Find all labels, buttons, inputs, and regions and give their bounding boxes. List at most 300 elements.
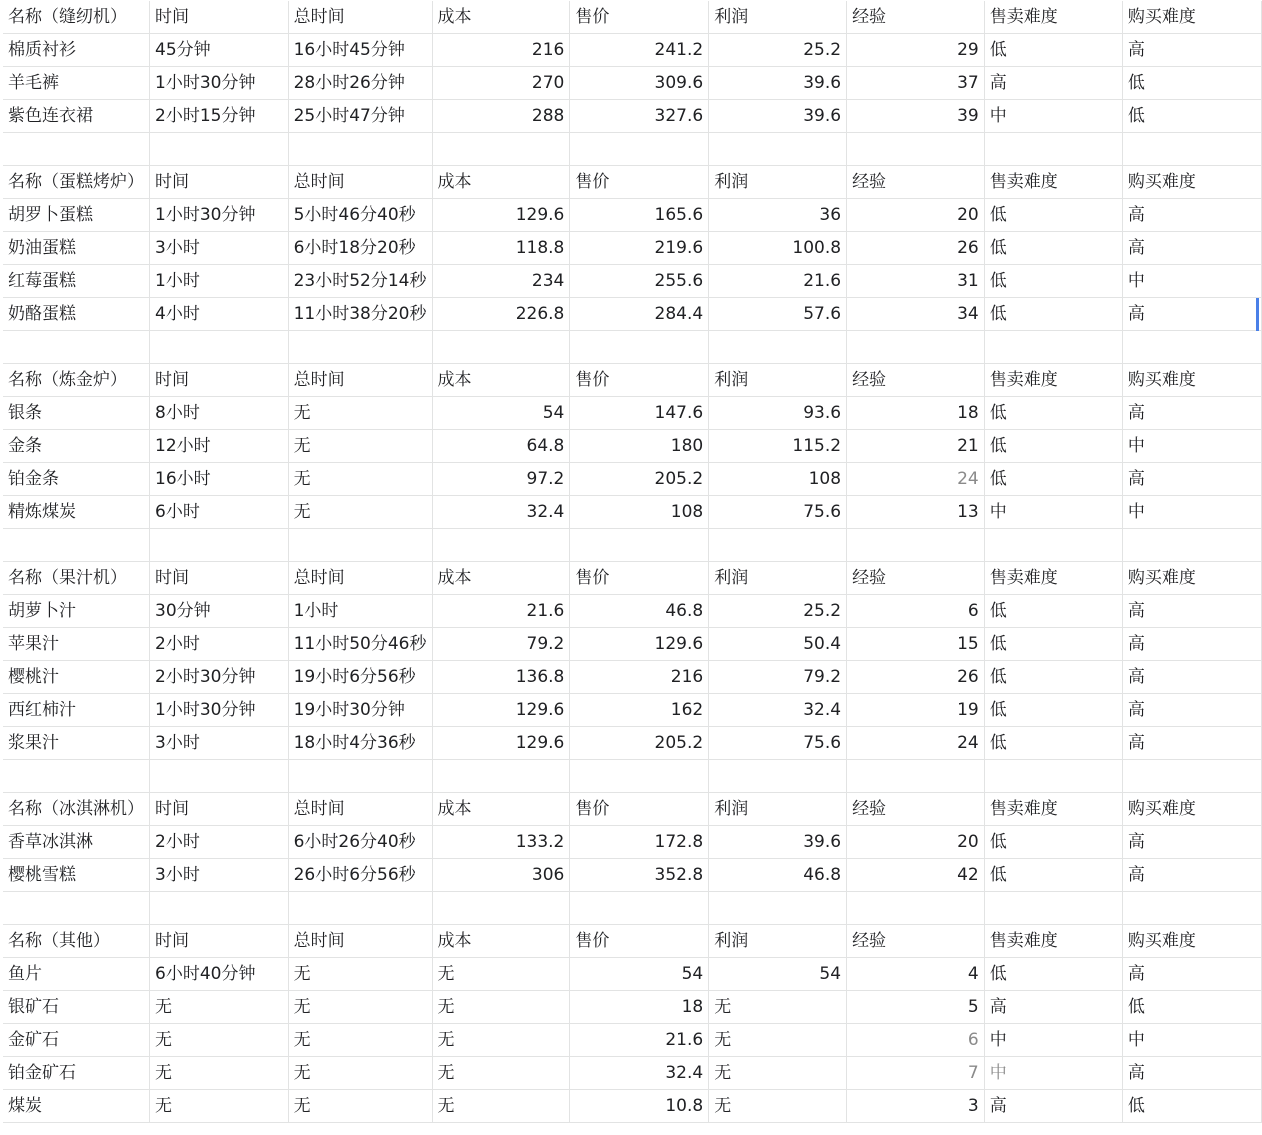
header-cell-profit[interactable]: 利润 [709,364,847,397]
header-cell-price[interactable]: 售价 [570,925,709,958]
empty-cell[interactable] [1122,331,1261,364]
header-cell-exp[interactable]: 经验 [847,364,985,397]
cell-total-time[interactable]: 5小时46分40秒 [288,199,432,232]
cell-name[interactable]: 银条 [3,397,150,430]
cell-price[interactable]: 18 [570,991,709,1024]
header-cell-profit[interactable]: 利润 [709,562,847,595]
cell-price[interactable]: 352.8 [570,859,709,892]
cell-profit[interactable]: 39.6 [709,100,847,133]
cell-time[interactable]: 无 [150,1024,289,1057]
cell-sell-difficulty[interactable]: 中 [984,100,1122,133]
empty-cell[interactable] [150,331,289,364]
cell-time[interactable]: 无 [150,991,289,1024]
cell-exp[interactable]: 39 [847,100,985,133]
cell-price[interactable]: 309.6 [570,67,709,100]
header-cell-cost[interactable]: 成本 [432,562,570,595]
cell-profit[interactable]: 无 [709,991,847,1024]
cell-sell-difficulty[interactable]: 低 [984,661,1122,694]
cell-cost[interactable]: 32.4 [432,496,570,529]
cell-name[interactable]: 西红柿汁 [3,694,150,727]
cell-total-time[interactable]: 无 [288,958,432,991]
cell-exp[interactable]: 34 [847,298,985,331]
header-cell-time[interactable]: 时间 [150,166,289,199]
cell-buy-difficulty[interactable]: 中 [1122,496,1261,529]
cell-cost[interactable]: 129.6 [432,727,570,760]
cell-time[interactable]: 2小时 [150,826,289,859]
cell-buy-difficulty[interactable]: 高 [1122,958,1261,991]
cell-buy-difficulty[interactable]: 高 [1122,199,1261,232]
cell-buy-difficulty[interactable]: 中 [1122,1024,1261,1057]
empty-cell[interactable] [3,331,150,364]
empty-cell[interactable] [709,760,847,793]
cell-exp[interactable]: 7 [847,1057,985,1090]
cell-price[interactable]: 172.8 [570,826,709,859]
cell-exp[interactable]: 13 [847,496,985,529]
cell-sell-difficulty[interactable]: 低 [984,298,1122,331]
header-cell-price[interactable]: 售价 [570,1,709,34]
empty-cell[interactable] [150,529,289,562]
cell-total-time[interactable]: 6小时26分40秒 [288,826,432,859]
cell-price[interactable]: 205.2 [570,463,709,496]
cell-cost[interactable]: 无 [432,991,570,1024]
header-cell-sell-difficulty[interactable]: 售卖难度 [984,793,1122,826]
cell-buy-difficulty[interactable]: 中 [1122,265,1261,298]
cell-total-time[interactable]: 无 [288,1090,432,1123]
cell-total-time[interactable]: 无 [288,430,432,463]
cell-sell-difficulty[interactable]: 低 [984,232,1122,265]
cell-name[interactable]: 铂金矿石 [3,1057,150,1090]
header-cell-buy-difficulty[interactable]: 购买难度 [1122,562,1261,595]
cell-time[interactable]: 6小时 [150,496,289,529]
cell-time[interactable]: 45分钟 [150,34,289,67]
cell-price[interactable]: 327.6 [570,100,709,133]
header-cell-name[interactable]: 名称（果汁机） [3,562,150,595]
cell-name[interactable]: 金条 [3,430,150,463]
header-cell-sell-difficulty[interactable]: 售卖难度 [984,562,1122,595]
cell-name[interactable]: 煤炭 [3,1090,150,1123]
cell-total-time[interactable]: 无 [288,1057,432,1090]
cell-sell-difficulty[interactable]: 低 [984,463,1122,496]
cell-time[interactable]: 12小时 [150,430,289,463]
empty-cell[interactable] [288,892,432,925]
cell-total-time[interactable]: 11小时50分46秒 [288,628,432,661]
cell-time[interactable]: 2小时15分钟 [150,100,289,133]
cell-price[interactable]: 180 [570,430,709,463]
cell-total-time[interactable]: 11小时38分20秒 [288,298,432,331]
cell-buy-difficulty[interactable]: 高 [1122,298,1261,331]
empty-cell[interactable] [150,133,289,166]
cell-cost[interactable]: 79.2 [432,628,570,661]
cell-name[interactable]: 奶油蛋糕 [3,232,150,265]
cell-time[interactable]: 16小时 [150,463,289,496]
cell-name[interactable]: 苹果汁 [3,628,150,661]
header-cell-cost[interactable]: 成本 [432,1,570,34]
header-cell-total-time[interactable]: 总时间 [288,793,432,826]
empty-cell[interactable] [1122,892,1261,925]
cell-buy-difficulty[interactable]: 高 [1122,694,1261,727]
cell-cost[interactable]: 无 [432,1057,570,1090]
cell-profit[interactable]: 108 [709,463,847,496]
cell-price[interactable]: 108 [570,496,709,529]
header-cell-buy-difficulty[interactable]: 购买难度 [1122,166,1261,199]
cell-total-time[interactable]: 无 [288,991,432,1024]
empty-cell[interactable] [432,331,570,364]
cell-profit[interactable]: 75.6 [709,496,847,529]
cell-name[interactable]: 精炼煤炭 [3,496,150,529]
cell-sell-difficulty[interactable]: 低 [984,34,1122,67]
cell-name[interactable]: 羊毛裤 [3,67,150,100]
cell-buy-difficulty[interactable]: 高 [1122,397,1261,430]
header-cell-total-time[interactable]: 总时间 [288,925,432,958]
header-cell-exp[interactable]: 经验 [847,166,985,199]
cell-price[interactable]: 46.8 [570,595,709,628]
cell-price[interactable]: 54 [570,958,709,991]
header-cell-name[interactable]: 名称（蛋糕烤炉） [3,166,150,199]
cell-name[interactable]: 胡萝卜汁 [3,595,150,628]
header-cell-name[interactable]: 名称（缝纫机） [3,1,150,34]
empty-cell[interactable] [1122,760,1261,793]
cell-cost[interactable]: 136.8 [432,661,570,694]
cell-buy-difficulty[interactable]: 低 [1122,1090,1261,1123]
cell-buy-difficulty[interactable]: 高 [1122,232,1261,265]
cell-profit[interactable]: 93.6 [709,397,847,430]
header-cell-exp[interactable]: 经验 [847,1,985,34]
cell-exp[interactable]: 5 [847,991,985,1024]
cell-total-time[interactable]: 无 [288,463,432,496]
cell-name[interactable]: 胡罗卜蛋糕 [3,199,150,232]
header-cell-profit[interactable]: 利润 [709,166,847,199]
cell-profit[interactable]: 36 [709,199,847,232]
cell-sell-difficulty[interactable]: 低 [984,958,1122,991]
cell-time[interactable]: 1小时 [150,265,289,298]
cell-cost[interactable]: 234 [432,265,570,298]
cell-sell-difficulty[interactable]: 低 [984,727,1122,760]
cell-exp[interactable]: 4 [847,958,985,991]
cell-time[interactable]: 30分钟 [150,595,289,628]
cell-price[interactable]: 216 [570,661,709,694]
empty-cell[interactable] [847,331,985,364]
cell-cost[interactable]: 129.6 [432,694,570,727]
cell-profit[interactable]: 54 [709,958,847,991]
cell-exp[interactable]: 24 [847,727,985,760]
cell-time[interactable]: 3小时 [150,859,289,892]
cell-time[interactable]: 2小时30分钟 [150,661,289,694]
cell-name[interactable]: 浆果汁 [3,727,150,760]
cell-exp[interactable]: 6 [847,1024,985,1057]
cell-buy-difficulty[interactable]: 高 [1122,34,1261,67]
empty-cell[interactable] [984,529,1122,562]
cell-buy-difficulty[interactable]: 高 [1122,727,1261,760]
empty-cell[interactable] [288,529,432,562]
cell-profit[interactable]: 无 [709,1090,847,1123]
header-cell-buy-difficulty[interactable]: 购买难度 [1122,1,1261,34]
cell-time[interactable]: 1小时30分钟 [150,67,289,100]
cell-sell-difficulty[interactable]: 低 [984,826,1122,859]
cell-price[interactable]: 219.6 [570,232,709,265]
empty-cell[interactable] [1122,529,1261,562]
empty-cell[interactable] [847,529,985,562]
cell-buy-difficulty[interactable]: 高 [1122,1057,1261,1090]
cell-time[interactable]: 1小时30分钟 [150,199,289,232]
header-cell-time[interactable]: 时间 [150,364,289,397]
cell-profit[interactable]: 57.6 [709,298,847,331]
empty-cell[interactable] [570,529,709,562]
cell-profit[interactable]: 39.6 [709,67,847,100]
cell-name[interactable]: 奶酪蛋糕 [3,298,150,331]
header-cell-sell-difficulty[interactable]: 售卖难度 [984,925,1122,958]
cell-buy-difficulty[interactable]: 高 [1122,628,1261,661]
cell-total-time[interactable]: 无 [288,1024,432,1057]
cell-exp[interactable]: 24 [847,463,985,496]
cell-cost[interactable]: 无 [432,958,570,991]
cell-buy-difficulty[interactable]: 低 [1122,100,1261,133]
cell-profit[interactable]: 无 [709,1057,847,1090]
cell-exp[interactable]: 20 [847,826,985,859]
cell-exp[interactable]: 18 [847,397,985,430]
empty-cell[interactable] [709,133,847,166]
cell-name[interactable]: 金矿石 [3,1024,150,1057]
header-cell-profit[interactable]: 利润 [709,793,847,826]
cell-name[interactable]: 红莓蛋糕 [3,265,150,298]
header-cell-name[interactable]: 名称（炼金炉） [3,364,150,397]
header-cell-time[interactable]: 时间 [150,1,289,34]
cell-name[interactable]: 樱桃雪糕 [3,859,150,892]
header-cell-cost[interactable]: 成本 [432,166,570,199]
cell-time[interactable]: 1小时30分钟 [150,694,289,727]
header-cell-total-time[interactable]: 总时间 [288,1,432,34]
cell-buy-difficulty[interactable]: 低 [1122,991,1261,1024]
empty-cell[interactable] [984,133,1122,166]
cell-sell-difficulty[interactable]: 低 [984,694,1122,727]
header-cell-price[interactable]: 售价 [570,793,709,826]
cell-price[interactable]: 10.8 [570,1090,709,1123]
empty-cell[interactable] [3,760,150,793]
cell-exp[interactable]: 20 [847,199,985,232]
cell-buy-difficulty[interactable]: 低 [1122,67,1261,100]
cell-profit[interactable]: 21.6 [709,265,847,298]
cell-cost[interactable]: 21.6 [432,595,570,628]
cell-price[interactable]: 162 [570,694,709,727]
empty-cell[interactable] [288,331,432,364]
empty-cell[interactable] [3,133,150,166]
cell-profit[interactable]: 25.2 [709,34,847,67]
header-cell-cost[interactable]: 成本 [432,364,570,397]
cell-cost[interactable]: 216 [432,34,570,67]
empty-cell[interactable] [984,892,1122,925]
empty-cell[interactable] [570,892,709,925]
header-cell-price[interactable]: 售价 [570,562,709,595]
empty-cell[interactable] [709,529,847,562]
cell-profit[interactable]: 50.4 [709,628,847,661]
header-cell-buy-difficulty[interactable]: 购买难度 [1122,793,1261,826]
header-cell-price[interactable]: 售价 [570,364,709,397]
cell-exp[interactable]: 3 [847,1090,985,1123]
header-cell-total-time[interactable]: 总时间 [288,562,432,595]
cell-time[interactable]: 4小时 [150,298,289,331]
cell-exp[interactable]: 26 [847,232,985,265]
cell-total-time[interactable]: 25小时47分钟 [288,100,432,133]
empty-cell[interactable] [570,760,709,793]
cell-cost[interactable]: 288 [432,100,570,133]
cell-buy-difficulty[interactable]: 高 [1122,826,1261,859]
cell-exp[interactable]: 42 [847,859,985,892]
cell-time[interactable]: 3小时 [150,232,289,265]
cell-total-time[interactable]: 26小时6分56秒 [288,859,432,892]
header-cell-exp[interactable]: 经验 [847,793,985,826]
cell-name[interactable]: 鱼片 [3,958,150,991]
cell-profit[interactable]: 无 [709,1024,847,1057]
cell-total-time[interactable]: 19小时30分钟 [288,694,432,727]
cell-profit[interactable]: 25.2 [709,595,847,628]
header-cell-exp[interactable]: 经验 [847,562,985,595]
empty-cell[interactable] [3,892,150,925]
cell-cost[interactable]: 118.8 [432,232,570,265]
empty-cell[interactable] [432,529,570,562]
header-cell-time[interactable]: 时间 [150,793,289,826]
cell-name[interactable]: 铂金条 [3,463,150,496]
cell-price[interactable]: 205.2 [570,727,709,760]
cell-price[interactable]: 165.6 [570,199,709,232]
cell-name[interactable]: 银矿石 [3,991,150,1024]
cell-time[interactable]: 3小时 [150,727,289,760]
header-cell-time[interactable]: 时间 [150,562,289,595]
cell-total-time[interactable]: 6小时18分20秒 [288,232,432,265]
cell-total-time[interactable]: 16小时45分钟 [288,34,432,67]
cell-exp[interactable]: 29 [847,34,985,67]
cell-price[interactable]: 284.4 [570,298,709,331]
cell-profit[interactable]: 100.8 [709,232,847,265]
header-cell-buy-difficulty[interactable]: 购买难度 [1122,925,1261,958]
cell-profit[interactable]: 115.2 [709,430,847,463]
cell-cost[interactable]: 64.8 [432,430,570,463]
empty-cell[interactable] [570,133,709,166]
cell-total-time[interactable]: 18小时4分36秒 [288,727,432,760]
cell-sell-difficulty[interactable]: 低 [984,397,1122,430]
empty-cell[interactable] [288,760,432,793]
empty-cell[interactable] [847,760,985,793]
cell-buy-difficulty[interactable]: 高 [1122,595,1261,628]
cell-name[interactable]: 香草冰淇淋 [3,826,150,859]
header-cell-buy-difficulty[interactable]: 购买难度 [1122,364,1261,397]
empty-cell[interactable] [570,331,709,364]
header-cell-exp[interactable]: 经验 [847,925,985,958]
cell-total-time[interactable]: 23小时52分14秒 [288,265,432,298]
cell-sell-difficulty[interactable]: 低 [984,628,1122,661]
cell-sell-difficulty[interactable]: 中 [984,1057,1122,1090]
cell-profit[interactable]: 75.6 [709,727,847,760]
cell-total-time[interactable]: 无 [288,496,432,529]
cell-buy-difficulty[interactable]: 高 [1122,463,1261,496]
cell-name[interactable]: 樱桃汁 [3,661,150,694]
cell-name[interactable]: 棉质衬衫 [3,34,150,67]
cell-sell-difficulty[interactable]: 低 [984,430,1122,463]
cell-profit[interactable]: 39.6 [709,826,847,859]
header-cell-name[interactable]: 名称（其他） [3,925,150,958]
cell-sell-difficulty[interactable]: 高 [984,1090,1122,1123]
cell-sell-difficulty[interactable]: 高 [984,991,1122,1024]
cell-total-time[interactable]: 28小时26分钟 [288,67,432,100]
cell-time[interactable]: 6小时40分钟 [150,958,289,991]
cell-exp[interactable]: 15 [847,628,985,661]
cell-cost[interactable]: 无 [432,1090,570,1123]
cell-exp[interactable]: 21 [847,430,985,463]
cell-profit[interactable]: 32.4 [709,694,847,727]
empty-cell[interactable] [984,760,1122,793]
cell-cost[interactable]: 无 [432,1024,570,1057]
cell-sell-difficulty[interactable]: 高 [984,67,1122,100]
cell-price[interactable]: 21.6 [570,1024,709,1057]
cell-time[interactable]: 无 [150,1057,289,1090]
cell-time[interactable]: 2小时 [150,628,289,661]
header-cell-total-time[interactable]: 总时间 [288,364,432,397]
cell-total-time[interactable]: 1小时 [288,595,432,628]
cell-profit[interactable]: 79.2 [709,661,847,694]
cell-price[interactable]: 147.6 [570,397,709,430]
header-cell-sell-difficulty[interactable]: 售卖难度 [984,364,1122,397]
cell-price[interactable]: 255.6 [570,265,709,298]
empty-cell[interactable] [1122,133,1261,166]
empty-cell[interactable] [709,892,847,925]
cell-exp[interactable]: 31 [847,265,985,298]
empty-cell[interactable] [288,133,432,166]
header-cell-total-time[interactable]: 总时间 [288,166,432,199]
empty-cell[interactable] [3,529,150,562]
cell-buy-difficulty[interactable]: 高 [1122,859,1261,892]
header-cell-profit[interactable]: 利润 [709,1,847,34]
cell-sell-difficulty[interactable]: 中 [984,1024,1122,1057]
header-cell-cost[interactable]: 成本 [432,925,570,958]
empty-cell[interactable] [150,760,289,793]
empty-cell[interactable] [709,331,847,364]
cell-cost[interactable]: 129.6 [432,199,570,232]
cell-cost[interactable]: 133.2 [432,826,570,859]
cell-sell-difficulty[interactable]: 低 [984,859,1122,892]
cell-exp[interactable]: 26 [847,661,985,694]
empty-cell[interactable] [432,892,570,925]
cell-cost[interactable]: 54 [432,397,570,430]
empty-cell[interactable] [432,760,570,793]
cell-total-time[interactable]: 无 [288,397,432,430]
cell-price[interactable]: 32.4 [570,1057,709,1090]
cell-sell-difficulty[interactable]: 中 [984,496,1122,529]
cell-cost[interactable]: 97.2 [432,463,570,496]
header-cell-price[interactable]: 售价 [570,166,709,199]
header-cell-cost[interactable]: 成本 [432,793,570,826]
cell-time[interactable]: 8小时 [150,397,289,430]
cell-price[interactable]: 129.6 [570,628,709,661]
cell-exp[interactable]: 19 [847,694,985,727]
cell-sell-difficulty[interactable]: 低 [984,265,1122,298]
cell-sell-difficulty[interactable]: 低 [984,199,1122,232]
cell-buy-difficulty[interactable]: 高 [1122,661,1261,694]
cell-total-time[interactable]: 19小时6分56秒 [288,661,432,694]
cell-exp[interactable]: 6 [847,595,985,628]
empty-cell[interactable] [847,133,985,166]
header-cell-profit[interactable]: 利润 [709,925,847,958]
cell-name[interactable]: 紫色连衣裙 [3,100,150,133]
cell-exp[interactable]: 37 [847,67,985,100]
cell-sell-difficulty[interactable]: 低 [984,595,1122,628]
empty-cell[interactable] [984,331,1122,364]
cell-buy-difficulty[interactable]: 中 [1122,430,1261,463]
cell-cost[interactable]: 306 [432,859,570,892]
cell-time[interactable]: 无 [150,1090,289,1123]
cell-profit[interactable]: 46.8 [709,859,847,892]
header-cell-time[interactable]: 时间 [150,925,289,958]
cell-cost[interactable]: 226.8 [432,298,570,331]
empty-cell[interactable] [432,133,570,166]
header-cell-name[interactable]: 名称（冰淇淋机） [3,793,150,826]
